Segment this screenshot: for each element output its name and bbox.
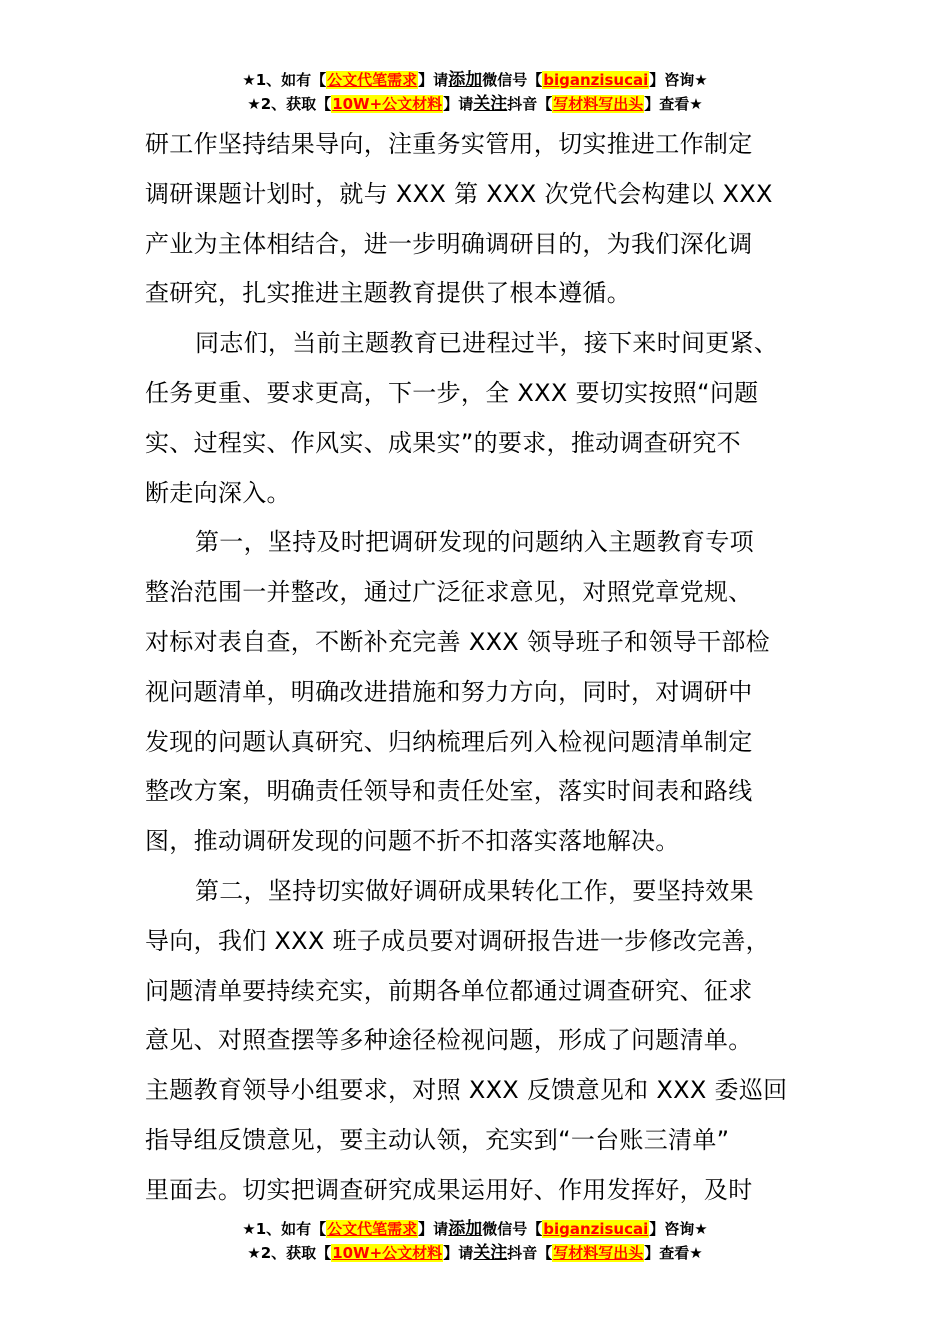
banner-text: 】请: [443, 1244, 474, 1262]
text-line: 整改方案，明确责任领导和责任处室，落实时间表和路线: [145, 777, 753, 806]
banner-highlight: 公文代笔需求: [327, 71, 418, 89]
banner-text: 】查看★: [644, 1244, 703, 1262]
text-line: 同志们，当前主题教育已进程过半，接下来时间更紧、: [195, 329, 779, 358]
text-line: 断走向深入。: [145, 478, 291, 507]
banner-highlight: biganzisucai: [543, 71, 649, 89]
banner-highlight: 公文代笔需求: [327, 1220, 418, 1238]
banner-text: 】查看★: [644, 95, 703, 113]
footer-banner: [0, 1217, 950, 1265]
text-line: 问题清单要持续充实，前期各单位都通过调查研究、征求: [145, 976, 753, 1005]
banner-highlight: 写材料写出头: [553, 1244, 644, 1262]
banner-highlight: 写材料写出头: [553, 95, 644, 113]
banner-text: 】请: [418, 71, 449, 89]
text-line: 对标对表自查，不断补充完善 XXX 领导班子和领导干部检: [145, 627, 770, 656]
banner-text: ★1、如有【: [242, 1220, 327, 1238]
text-line: 整治范围一并整改，通过广泛征求意见，对照党章党规、: [145, 578, 753, 607]
text-line: 指导组反馈意见，要主动认领，充实到“一台账三清单”: [145, 1125, 730, 1154]
text-line: 任务更重、要求更高，下一步，全 XXX 要切实按照“问题: [145, 378, 759, 407]
text-line: 第一，坚持及时把调研发现的问题纳入主题教育专项: [195, 528, 754, 557]
banner-text: 】咨询★: [649, 1220, 708, 1238]
banner-text: 微信号【: [482, 1220, 543, 1238]
document-body: [145, 120, 825, 1216]
text-line: 实、过程实、作风实、成果实”的要求，推动调查研究不: [145, 428, 741, 457]
banner-underline: 关注: [473, 1243, 508, 1263]
banner-text: 】请: [443, 95, 474, 113]
banner-text: ★1、如有【: [242, 71, 327, 89]
banner-line-1: [0, 68, 950, 92]
text-line: 第二，坚持切实做好调研成果转化工作，要坚持效果: [195, 876, 754, 905]
banner-text: 】请: [418, 1220, 449, 1238]
header-banner: [0, 68, 950, 116]
text-line: 图，推动调研发现的问题不折不扣落实落地解决。: [145, 827, 680, 856]
banner-highlight: biganzisucai: [543, 1220, 649, 1238]
banner-line-2: [0, 1241, 950, 1265]
text-line: 意见、对照查摆等多种途径检视问题，形成了问题清单。: [145, 1026, 753, 1055]
banner-highlight: 10W+公文材料: [332, 95, 443, 113]
text-line: 发现的问题认真研究、归纳梳理后列入检视问题清单制定: [145, 727, 753, 756]
text-line: 研工作坚持结果导向，注重务实管用，切实推进工作制定: [145, 130, 753, 158]
banner-underline: 关注: [473, 94, 508, 114]
banner-line-1: [0, 1217, 950, 1241]
banner-underline: 添加: [448, 70, 483, 90]
banner-text: ★2、获取【: [247, 95, 332, 113]
text-line: 里面去。切实把调查研究成果运用好、作用发挥好，及时: [145, 1175, 753, 1204]
banner-text: 抖音【: [507, 1244, 553, 1262]
banner-text: ★2、获取【: [247, 1244, 332, 1262]
text-line: 视问题清单，明确改进措施和努力方向，同时，对调研中: [145, 677, 753, 706]
text-line: 主题教育领导小组要求，对照 XXX 反馈意见和 XXX 委巡回: [145, 1076, 788, 1105]
text-line: 导向，我们 XXX 班子成员要对调研报告进一步修改完善，: [145, 926, 770, 955]
banner-text: 微信号【: [482, 71, 543, 89]
banner-text: 】咨询★: [649, 71, 708, 89]
text-line: 调研课题计划时，就与 XXX 第 XXX 次党代会构建以 XXX: [145, 179, 773, 208]
banner-underline: 添加: [448, 1219, 483, 1239]
text-line: 产业为主体相结合，进一步明确调研目的，为我们深化调: [145, 229, 753, 258]
banner-highlight: 10W+公文材料: [332, 1244, 443, 1262]
banner-line-2: [0, 92, 950, 116]
text-line: 查研究，扎实推进主题教育提供了根本遵循。: [145, 279, 631, 308]
banner-text: 抖音【: [507, 95, 553, 113]
